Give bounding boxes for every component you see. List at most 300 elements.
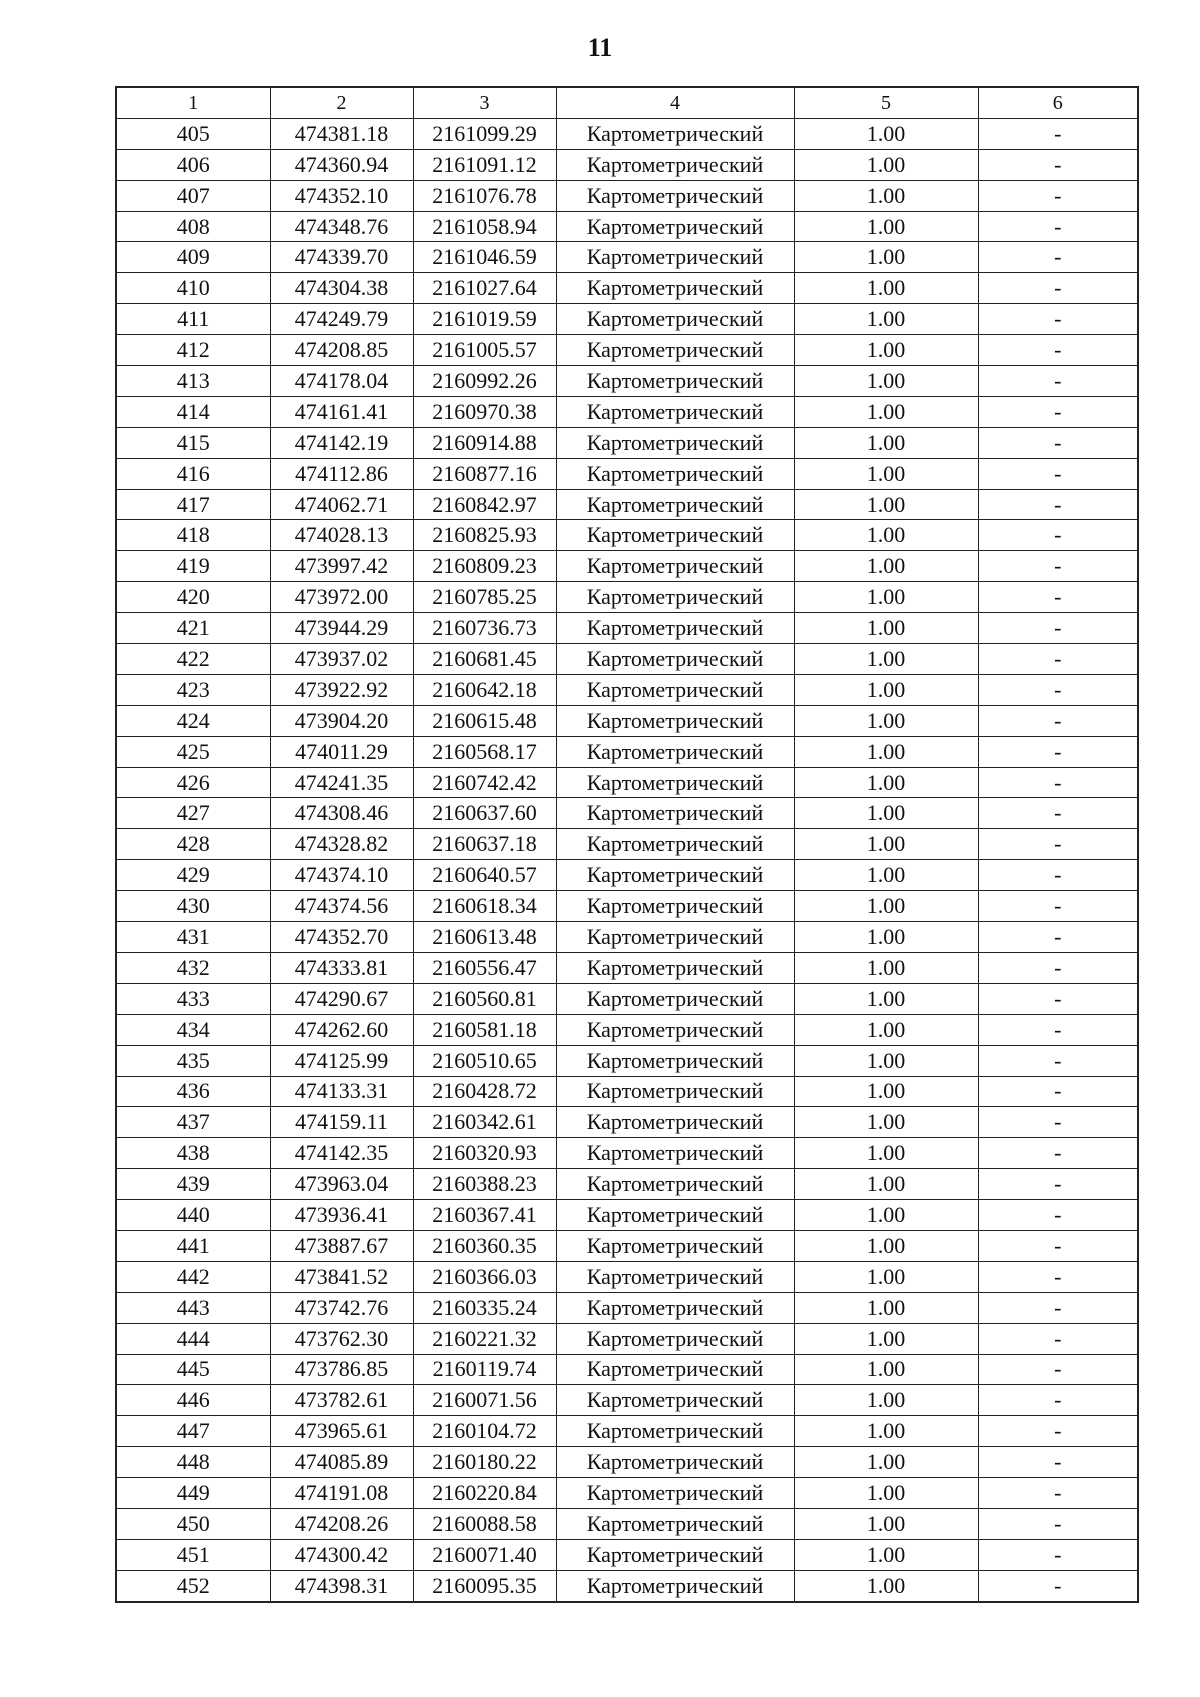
accuracy-cell: 1.00 xyxy=(794,520,978,551)
header-cell-6: 6 xyxy=(978,87,1138,118)
point-number-cell: 426 xyxy=(116,767,270,798)
method-cell: Картометрический xyxy=(556,118,794,149)
description-cell: - xyxy=(978,1354,1138,1385)
y-coordinate-cell: 2160180.22 xyxy=(413,1447,556,1478)
y-coordinate-cell: 2160220.84 xyxy=(413,1478,556,1509)
point-number-cell: 412 xyxy=(116,335,270,366)
x-coordinate-cell: 474352.10 xyxy=(270,180,413,211)
y-coordinate-cell: 2160221.32 xyxy=(413,1323,556,1354)
table-row xyxy=(116,1107,1138,1138)
table-header xyxy=(116,87,1138,118)
method-cell: Картометрический xyxy=(556,674,794,705)
accuracy-cell: 1.00 xyxy=(794,458,978,489)
table-body xyxy=(116,118,1138,1601)
y-coordinate-cell: 2160637.60 xyxy=(413,798,556,829)
description-cell: - xyxy=(978,304,1138,335)
x-coordinate-cell: 474381.18 xyxy=(270,118,413,149)
description-cell: - xyxy=(978,767,1138,798)
point-number-cell: 415 xyxy=(116,427,270,458)
y-coordinate-cell: 2160615.48 xyxy=(413,705,556,736)
y-coordinate-cell: 2160119.74 xyxy=(413,1354,556,1385)
x-coordinate-cell: 474333.81 xyxy=(270,952,413,983)
accuracy-cell: 1.00 xyxy=(794,860,978,891)
table-row xyxy=(116,829,1138,860)
description-cell: - xyxy=(978,582,1138,613)
description-cell: - xyxy=(978,458,1138,489)
accuracy-cell: 1.00 xyxy=(794,366,978,397)
method-cell: Картометрический xyxy=(556,427,794,458)
y-coordinate-cell: 2160510.65 xyxy=(413,1045,556,1076)
accuracy-cell: 1.00 xyxy=(794,1323,978,1354)
table-row xyxy=(116,1261,1138,1292)
point-number-cell: 424 xyxy=(116,705,270,736)
table-row xyxy=(116,1230,1138,1261)
y-coordinate-cell: 2160809.23 xyxy=(413,551,556,582)
x-coordinate-cell: 473841.52 xyxy=(270,1261,413,1292)
accuracy-cell: 1.00 xyxy=(794,1200,978,1231)
accuracy-cell: 1.00 xyxy=(794,180,978,211)
header-cell-1: 1 xyxy=(116,87,270,118)
table-row xyxy=(116,582,1138,613)
description-cell: - xyxy=(978,1570,1138,1601)
description-cell: - xyxy=(978,952,1138,983)
x-coordinate-cell: 473742.76 xyxy=(270,1292,413,1323)
description-cell: - xyxy=(978,1478,1138,1509)
description-cell: - xyxy=(978,1323,1138,1354)
table-row xyxy=(116,1292,1138,1323)
y-coordinate-cell: 2160736.73 xyxy=(413,613,556,644)
accuracy-cell: 1.00 xyxy=(794,1292,978,1323)
table-row xyxy=(116,1323,1138,1354)
y-coordinate-cell: 2160388.23 xyxy=(413,1169,556,1200)
accuracy-cell: 1.00 xyxy=(794,1045,978,1076)
header-cell-3: 3 xyxy=(413,87,556,118)
x-coordinate-cell: 474142.19 xyxy=(270,427,413,458)
accuracy-cell: 1.00 xyxy=(794,983,978,1014)
description-cell: - xyxy=(978,396,1138,427)
x-coordinate-cell: 474348.76 xyxy=(270,211,413,242)
point-number-cell: 449 xyxy=(116,1478,270,1509)
x-coordinate-cell: 474011.29 xyxy=(270,736,413,767)
accuracy-cell: 1.00 xyxy=(794,1138,978,1169)
point-number-cell: 450 xyxy=(116,1508,270,1539)
x-coordinate-cell: 474339.70 xyxy=(270,242,413,273)
accuracy-cell: 1.00 xyxy=(794,705,978,736)
method-cell: Картометрический xyxy=(556,798,794,829)
accuracy-cell: 1.00 xyxy=(794,489,978,520)
point-number-cell: 429 xyxy=(116,860,270,891)
accuracy-cell: 1.00 xyxy=(794,891,978,922)
point-number-cell: 440 xyxy=(116,1200,270,1231)
description-cell: - xyxy=(978,891,1138,922)
point-number-cell: 418 xyxy=(116,520,270,551)
point-number-cell: 432 xyxy=(116,952,270,983)
table-row xyxy=(116,1045,1138,1076)
y-coordinate-cell: 2160367.41 xyxy=(413,1200,556,1231)
point-number-cell: 407 xyxy=(116,180,270,211)
point-number-cell: 448 xyxy=(116,1447,270,1478)
method-cell: Картометрический xyxy=(556,1508,794,1539)
point-number-cell: 439 xyxy=(116,1169,270,1200)
x-coordinate-cell: 473887.67 xyxy=(270,1230,413,1261)
accuracy-cell: 1.00 xyxy=(794,1107,978,1138)
table-row xyxy=(116,242,1138,273)
y-coordinate-cell: 2160637.18 xyxy=(413,829,556,860)
x-coordinate-cell: 473786.85 xyxy=(270,1354,413,1385)
method-cell: Картометрический xyxy=(556,211,794,242)
x-coordinate-cell: 474374.56 xyxy=(270,891,413,922)
point-number-cell: 410 xyxy=(116,273,270,304)
table-row xyxy=(116,1014,1138,1045)
method-cell: Картометрический xyxy=(556,520,794,551)
x-coordinate-cell: 473944.29 xyxy=(270,613,413,644)
point-number-cell: 413 xyxy=(116,366,270,397)
y-coordinate-cell: 2160568.17 xyxy=(413,736,556,767)
method-cell: Картометрический xyxy=(556,1292,794,1323)
y-coordinate-cell: 2161027.64 xyxy=(413,273,556,304)
description-cell: - xyxy=(978,736,1138,767)
method-cell: Картометрический xyxy=(556,366,794,397)
table-row xyxy=(116,489,1138,520)
description-cell: - xyxy=(978,922,1138,953)
y-coordinate-cell: 2160642.18 xyxy=(413,674,556,705)
point-number-cell: 438 xyxy=(116,1138,270,1169)
y-coordinate-cell: 2160877.16 xyxy=(413,458,556,489)
table-row xyxy=(116,705,1138,736)
description-cell: - xyxy=(978,1107,1138,1138)
description-cell: - xyxy=(978,551,1138,582)
y-coordinate-cell: 2160556.47 xyxy=(413,952,556,983)
method-cell: Картометрический xyxy=(556,304,794,335)
y-coordinate-cell: 2161091.12 xyxy=(413,149,556,180)
description-cell: - xyxy=(978,489,1138,520)
description-cell: - xyxy=(978,1230,1138,1261)
table-row xyxy=(116,798,1138,829)
x-coordinate-cell: 474125.99 xyxy=(270,1045,413,1076)
y-coordinate-cell: 2160104.72 xyxy=(413,1416,556,1447)
header-cell-2: 2 xyxy=(270,87,413,118)
accuracy-cell: 1.00 xyxy=(794,1230,978,1261)
accuracy-cell: 1.00 xyxy=(794,767,978,798)
accuracy-cell: 1.00 xyxy=(794,242,978,273)
method-cell: Картометрический xyxy=(556,1107,794,1138)
point-number-cell: 423 xyxy=(116,674,270,705)
table-row xyxy=(116,304,1138,335)
point-number-cell: 421 xyxy=(116,613,270,644)
y-coordinate-cell: 2160360.35 xyxy=(413,1230,556,1261)
table-row xyxy=(116,1478,1138,1509)
accuracy-cell: 1.00 xyxy=(794,1169,978,1200)
x-coordinate-cell: 473782.61 xyxy=(270,1385,413,1416)
table-row xyxy=(116,149,1138,180)
accuracy-cell: 1.00 xyxy=(794,674,978,705)
description-cell: - xyxy=(978,983,1138,1014)
method-cell: Картометрический xyxy=(556,489,794,520)
method-cell: Картометрический xyxy=(556,1354,794,1385)
x-coordinate-cell: 474208.26 xyxy=(270,1508,413,1539)
accuracy-cell: 1.00 xyxy=(794,1570,978,1601)
description-cell: - xyxy=(978,427,1138,458)
y-coordinate-cell: 2160842.97 xyxy=(413,489,556,520)
table-row xyxy=(116,118,1138,149)
method-cell: Картометрический xyxy=(556,922,794,953)
x-coordinate-cell: 474085.89 xyxy=(270,1447,413,1478)
accuracy-cell: 1.00 xyxy=(794,1508,978,1539)
table-row xyxy=(116,427,1138,458)
x-coordinate-cell: 473972.00 xyxy=(270,582,413,613)
method-cell: Картометрический xyxy=(556,1014,794,1045)
accuracy-cell: 1.00 xyxy=(794,118,978,149)
y-coordinate-cell: 2160428.72 xyxy=(413,1076,556,1107)
method-cell: Картометрический xyxy=(556,829,794,860)
point-number-cell: 442 xyxy=(116,1261,270,1292)
description-cell: - xyxy=(978,1416,1138,1447)
y-coordinate-cell: 2160681.45 xyxy=(413,644,556,675)
method-cell: Картометрический xyxy=(556,242,794,273)
x-coordinate-cell: 474308.46 xyxy=(270,798,413,829)
description-cell: - xyxy=(978,1200,1138,1231)
method-cell: Картометрический xyxy=(556,1539,794,1570)
description-cell: - xyxy=(978,829,1138,860)
y-coordinate-cell: 2160071.56 xyxy=(413,1385,556,1416)
method-cell: Картометрический xyxy=(556,396,794,427)
point-number-cell: 431 xyxy=(116,922,270,953)
table-row xyxy=(116,551,1138,582)
description-cell: - xyxy=(978,1045,1138,1076)
method-cell: Картометрический xyxy=(556,1570,794,1601)
table-row xyxy=(116,736,1138,767)
method-cell: Картометрический xyxy=(556,1230,794,1261)
table-row xyxy=(116,983,1138,1014)
point-number-cell: 405 xyxy=(116,118,270,149)
point-number-cell: 428 xyxy=(116,829,270,860)
x-coordinate-cell: 473936.41 xyxy=(270,1200,413,1231)
point-number-cell: 436 xyxy=(116,1076,270,1107)
method-cell: Картометрический xyxy=(556,1169,794,1200)
method-cell: Картометрический xyxy=(556,891,794,922)
method-cell: Картометрический xyxy=(556,736,794,767)
table-row xyxy=(116,1416,1138,1447)
table-row xyxy=(116,1076,1138,1107)
table-row xyxy=(116,891,1138,922)
accuracy-cell: 1.00 xyxy=(794,582,978,613)
accuracy-cell: 1.00 xyxy=(794,1261,978,1292)
method-cell: Картометрический xyxy=(556,149,794,180)
x-coordinate-cell: 474159.11 xyxy=(270,1107,413,1138)
description-cell: - xyxy=(978,1539,1138,1570)
description-cell: - xyxy=(978,674,1138,705)
accuracy-cell: 1.00 xyxy=(794,613,978,644)
x-coordinate-cell: 474208.85 xyxy=(270,335,413,366)
method-cell: Картометрический xyxy=(556,1416,794,1447)
description-cell: - xyxy=(978,1447,1138,1478)
y-coordinate-cell: 2160342.61 xyxy=(413,1107,556,1138)
accuracy-cell: 1.00 xyxy=(794,1014,978,1045)
y-coordinate-cell: 2160825.93 xyxy=(413,520,556,551)
description-cell: - xyxy=(978,1076,1138,1107)
accuracy-cell: 1.00 xyxy=(794,1539,978,1570)
point-number-cell: 406 xyxy=(116,149,270,180)
accuracy-cell: 1.00 xyxy=(794,952,978,983)
x-coordinate-cell: 474262.60 xyxy=(270,1014,413,1045)
table-row xyxy=(116,952,1138,983)
description-cell: - xyxy=(978,1292,1138,1323)
accuracy-cell: 1.00 xyxy=(794,149,978,180)
x-coordinate-cell: 474374.10 xyxy=(270,860,413,891)
y-coordinate-cell: 2160095.35 xyxy=(413,1570,556,1601)
point-number-cell: 452 xyxy=(116,1570,270,1601)
x-coordinate-cell: 473904.20 xyxy=(270,705,413,736)
accuracy-cell: 1.00 xyxy=(794,1354,978,1385)
description-cell: - xyxy=(978,1138,1138,1169)
accuracy-cell: 1.00 xyxy=(794,736,978,767)
x-coordinate-cell: 474142.35 xyxy=(270,1138,413,1169)
accuracy-cell: 1.00 xyxy=(794,644,978,675)
method-cell: Картометрический xyxy=(556,952,794,983)
table-row xyxy=(116,1508,1138,1539)
method-cell: Картометрический xyxy=(556,582,794,613)
description-cell: - xyxy=(978,273,1138,304)
method-cell: Картометрический xyxy=(556,273,794,304)
table-row xyxy=(116,335,1138,366)
accuracy-cell: 1.00 xyxy=(794,551,978,582)
description-cell: - xyxy=(978,1508,1138,1539)
description-cell: - xyxy=(978,613,1138,644)
method-cell: Картометрический xyxy=(556,1138,794,1169)
coordinates-table xyxy=(115,86,1139,1603)
header-cell-4: 4 xyxy=(556,87,794,118)
page-number: 11 xyxy=(587,33,613,62)
point-number-cell: 414 xyxy=(116,396,270,427)
accuracy-cell: 1.00 xyxy=(794,829,978,860)
x-coordinate-cell: 474398.31 xyxy=(270,1570,413,1601)
method-cell: Картометрический xyxy=(556,1478,794,1509)
table-row xyxy=(116,1138,1138,1169)
method-cell: Картометрический xyxy=(556,705,794,736)
description-cell: - xyxy=(978,211,1138,242)
table-row xyxy=(116,1447,1138,1478)
description-cell: - xyxy=(978,149,1138,180)
table-row xyxy=(116,674,1138,705)
x-coordinate-cell: 473997.42 xyxy=(270,551,413,582)
y-coordinate-cell: 2160320.93 xyxy=(413,1138,556,1169)
point-number-cell: 408 xyxy=(116,211,270,242)
accuracy-cell: 1.00 xyxy=(794,273,978,304)
method-cell: Картометрический xyxy=(556,1447,794,1478)
y-coordinate-cell: 2160914.88 xyxy=(413,427,556,458)
accuracy-cell: 1.00 xyxy=(794,1385,978,1416)
x-coordinate-cell: 473922.92 xyxy=(270,674,413,705)
table-row xyxy=(116,211,1138,242)
method-cell: Картометрический xyxy=(556,180,794,211)
header-cell-5: 5 xyxy=(794,87,978,118)
point-number-cell: 433 xyxy=(116,983,270,1014)
x-coordinate-cell: 474133.31 xyxy=(270,1076,413,1107)
point-number-cell: 409 xyxy=(116,242,270,273)
x-coordinate-cell: 474328.82 xyxy=(270,829,413,860)
accuracy-cell: 1.00 xyxy=(794,211,978,242)
table-row xyxy=(116,860,1138,891)
y-coordinate-cell: 2160992.26 xyxy=(413,366,556,397)
accuracy-cell: 1.00 xyxy=(794,922,978,953)
y-coordinate-cell: 2161019.59 xyxy=(413,304,556,335)
description-cell: - xyxy=(978,520,1138,551)
description-cell: - xyxy=(978,1385,1138,1416)
table-row xyxy=(116,613,1138,644)
y-coordinate-cell: 2160618.34 xyxy=(413,891,556,922)
method-cell: Картометрический xyxy=(556,1385,794,1416)
x-coordinate-cell: 474304.38 xyxy=(270,273,413,304)
description-cell: - xyxy=(978,644,1138,675)
method-cell: Картометрический xyxy=(556,1261,794,1292)
point-number-cell: 443 xyxy=(116,1292,270,1323)
method-cell: Картометрический xyxy=(556,1323,794,1354)
table-row xyxy=(116,922,1138,953)
description-cell: - xyxy=(978,860,1138,891)
point-number-cell: 451 xyxy=(116,1539,270,1570)
point-number-cell: 416 xyxy=(116,458,270,489)
table-row xyxy=(116,273,1138,304)
y-coordinate-cell: 2160560.81 xyxy=(413,983,556,1014)
point-number-cell: 422 xyxy=(116,644,270,675)
y-coordinate-cell: 2160742.42 xyxy=(413,767,556,798)
y-coordinate-cell: 2161099.29 xyxy=(413,118,556,149)
x-coordinate-cell: 474178.04 xyxy=(270,366,413,397)
method-cell: Картометрический xyxy=(556,1076,794,1107)
accuracy-cell: 1.00 xyxy=(794,1478,978,1509)
table-row xyxy=(116,767,1138,798)
point-number-cell: 411 xyxy=(116,304,270,335)
table-row xyxy=(116,366,1138,397)
description-cell: - xyxy=(978,1261,1138,1292)
x-coordinate-cell: 474352.70 xyxy=(270,922,413,953)
table-row xyxy=(116,396,1138,427)
point-number-cell: 437 xyxy=(116,1107,270,1138)
y-coordinate-cell: 2160640.57 xyxy=(413,860,556,891)
description-cell: - xyxy=(978,798,1138,829)
y-coordinate-cell: 2161076.78 xyxy=(413,180,556,211)
x-coordinate-cell: 474062.71 xyxy=(270,489,413,520)
method-cell: Картометрический xyxy=(556,1200,794,1231)
x-coordinate-cell: 474028.13 xyxy=(270,520,413,551)
y-coordinate-cell: 2160366.03 xyxy=(413,1261,556,1292)
y-coordinate-cell: 2160071.40 xyxy=(413,1539,556,1570)
point-number-cell: 420 xyxy=(116,582,270,613)
point-number-cell: 447 xyxy=(116,1416,270,1447)
point-number-cell: 441 xyxy=(116,1230,270,1261)
y-coordinate-cell: 2160581.18 xyxy=(413,1014,556,1045)
description-cell: - xyxy=(978,335,1138,366)
accuracy-cell: 1.00 xyxy=(794,335,978,366)
accuracy-cell: 1.00 xyxy=(794,427,978,458)
method-cell: Картометрический xyxy=(556,767,794,798)
description-cell: - xyxy=(978,118,1138,149)
table-row xyxy=(116,1200,1138,1231)
method-cell: Картометрический xyxy=(556,613,794,644)
method-cell: Картометрический xyxy=(556,335,794,366)
accuracy-cell: 1.00 xyxy=(794,396,978,427)
method-cell: Картометрический xyxy=(556,860,794,891)
table-row xyxy=(116,644,1138,675)
method-cell: Картометрический xyxy=(556,644,794,675)
x-coordinate-cell: 473937.02 xyxy=(270,644,413,675)
table-row xyxy=(116,458,1138,489)
description-cell: - xyxy=(978,1169,1138,1200)
description-cell: - xyxy=(978,1014,1138,1045)
x-coordinate-cell: 473965.61 xyxy=(270,1416,413,1447)
point-number-cell: 434 xyxy=(116,1014,270,1045)
point-number-cell: 444 xyxy=(116,1323,270,1354)
